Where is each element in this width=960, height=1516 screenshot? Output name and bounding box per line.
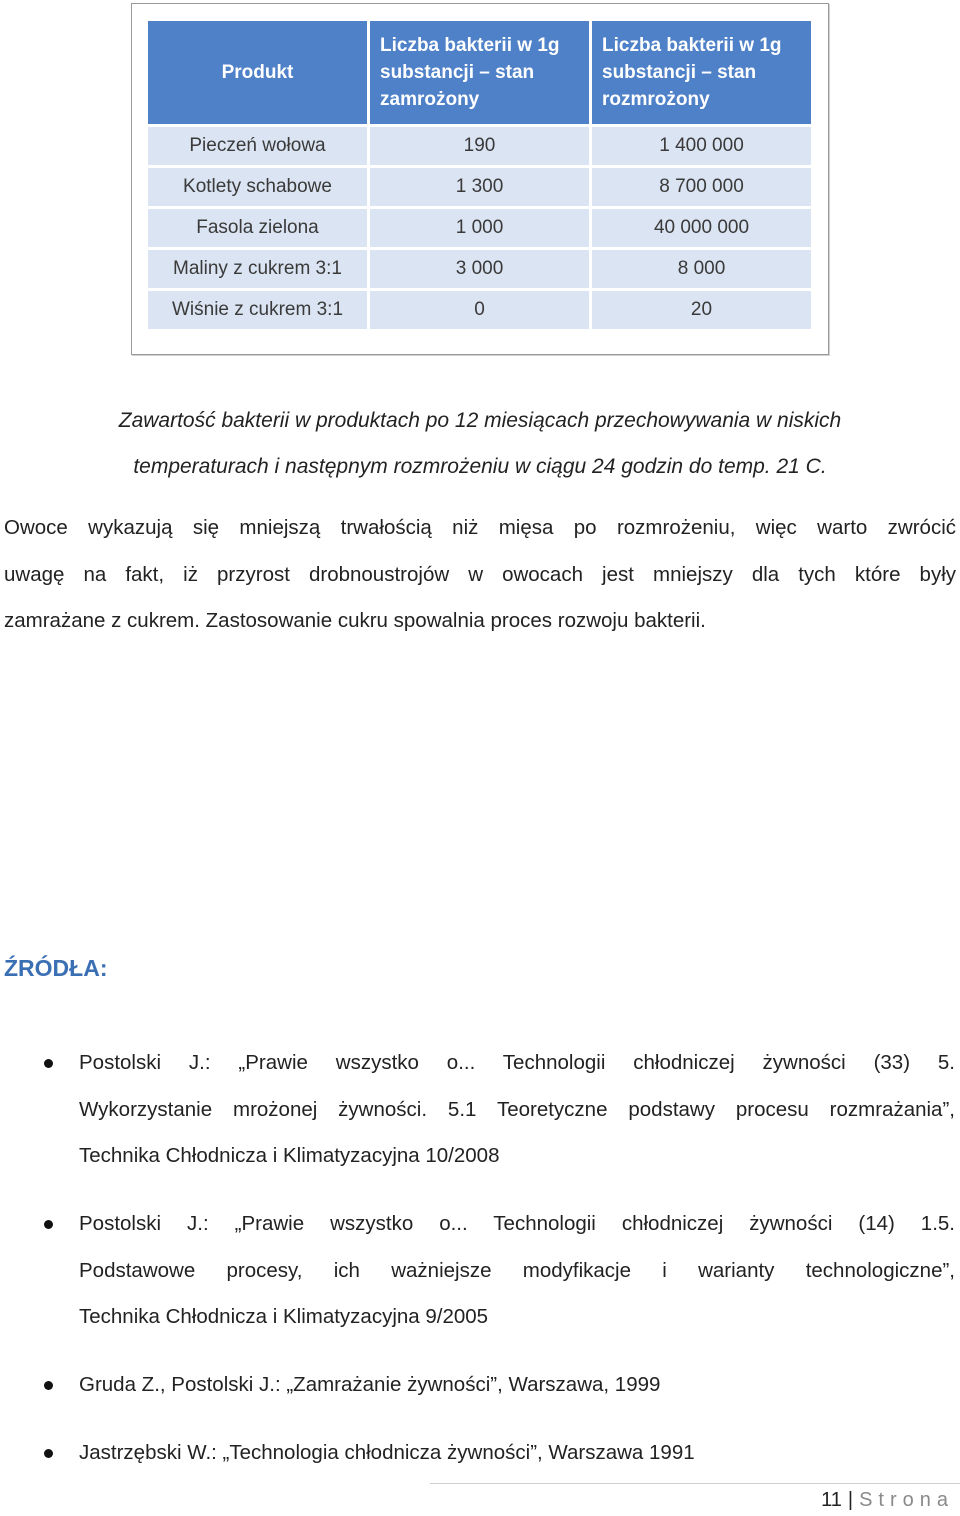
table-header-row (148, 21, 811, 124)
bacteria-table-image (131, 3, 829, 355)
table-row (148, 250, 811, 288)
source-line: Podstawowe procesy, ich ważniejsze modyfikacje i warianty technologiczne”, (79, 1259, 955, 1282)
bullet-icon (44, 1220, 53, 1229)
table-row (148, 127, 811, 165)
footer-divider (430, 1483, 960, 1484)
cell-product: Maliny z cukrem 3:1 (148, 250, 367, 288)
cell-product: Pieczeń wołowa (148, 127, 367, 165)
page-label: Strona (859, 1489, 954, 1511)
table-row (148, 168, 811, 206)
header-thawed (592, 21, 811, 124)
header-product: Produkt (148, 21, 367, 124)
cell-thawed: 20 (592, 291, 811, 329)
paragraph-line: Owoce wykazują się mniejszą trwałością niż mięsa po rozmrożeniu, więc warto zwrócić (4, 516, 956, 539)
footer-separator: | (847, 1489, 854, 1511)
header-frozen-line: substancji – stan (380, 62, 535, 83)
cell-thawed: 1 400 000 (592, 127, 811, 165)
bacteria-table (145, 18, 814, 332)
header-frozen-line: zamrożony (380, 89, 480, 110)
bullet-icon (44, 1381, 53, 1390)
caption-line: temperaturach i następnym rozmrożeniu w ciągu 24 godzin do temp. 21 C. (133, 455, 827, 478)
source-line: Technika Chłodnicza i Klimatyzacyjna 10/2008 (79, 1144, 500, 1167)
cell-thawed: 40 000 000 (592, 209, 811, 247)
paragraph-line: zamrażane z cukrem. Zastosowanie cukru spowalnia proces rozwoju bakterii. (4, 609, 706, 632)
cell-thawed: 8 700 000 (592, 168, 811, 206)
sources-heading: ŹRÓDŁA: (4, 955, 108, 981)
table-row (148, 209, 811, 247)
cell-product: Wiśnie z cukrem 3:1 (148, 291, 367, 329)
cell-frozen: 1 000 (370, 209, 589, 247)
source-line: Wykorzystanie mrożonej żywności. 5.1 Teoretyczne podstawy procesu rozmrażania”, (79, 1098, 955, 1121)
table-caption (0, 398, 960, 490)
source-line: Technika Chłodnicza i Klimatyzacyjna 9/2005 (79, 1305, 489, 1328)
source-line: Postolski J.: „Prawie wszystko o... Technologii chłodniczej żywności (14) 1.5. (79, 1212, 955, 1235)
bullet-icon (44, 1449, 53, 1458)
source-line: Gruda Z., Postolski J.: „Zamrażanie żywności”, Warszawa, 1999 (79, 1373, 661, 1396)
header-frozen-line: Liczba bakterii w 1g (380, 35, 560, 56)
page-footer (821, 1489, 954, 1512)
source-line: Postolski J.: „Prawie wszystko o... Technologii chłodniczej żywności (33) 5. (79, 1051, 955, 1074)
bullet-icon (44, 1059, 53, 1068)
cell-thawed: 8 000 (592, 250, 811, 288)
cell-product: Fasola zielona (148, 209, 367, 247)
header-thawed-line: rozmrożony (602, 89, 710, 110)
header-thawed-line: Liczba bakterii w 1g (602, 35, 782, 56)
cell-product: Kotlety schabowe (148, 168, 367, 206)
cell-frozen: 1 300 (370, 168, 589, 206)
header-frozen (370, 21, 589, 124)
table-row (148, 291, 811, 329)
caption-line: Zawartość bakterii w produktach po 12 miesiącach przechowywania w niskich (118, 409, 842, 432)
paragraph-line: uwagę na fakt, iż przyrost drobnoustrojów w owocach jest mniejszy dla tych które były (4, 563, 956, 586)
source-line: Jastrzębski W.: „Technologia chłodnicza żywności”, Warszawa 1991 (79, 1441, 695, 1464)
page-number: 11 (821, 1489, 842, 1511)
cell-frozen: 3 000 (370, 250, 589, 288)
cell-frozen: 190 (370, 127, 589, 165)
header-thawed-line: substancji – stan (602, 62, 757, 83)
cell-frozen: 0 (370, 291, 589, 329)
